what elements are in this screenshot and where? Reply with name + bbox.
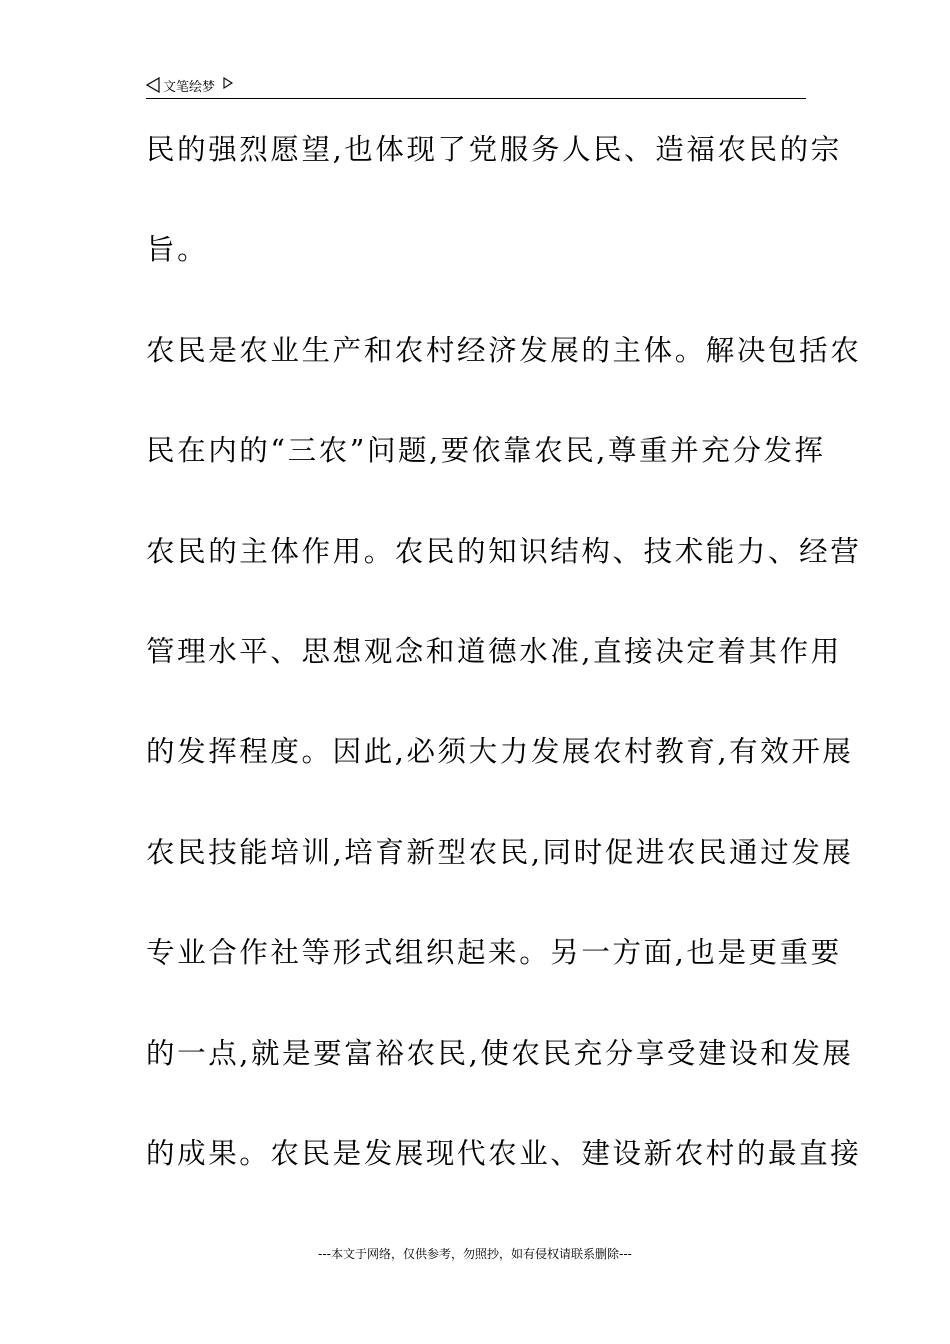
text-line: 管理水平、思想观念和道德水准,直接决定着其作用 bbox=[146, 634, 842, 668]
triangle-right-icon bbox=[223, 77, 233, 89]
page-header bbox=[146, 74, 806, 99]
text-line: 旨。 bbox=[146, 233, 209, 267]
text-line: 的发挥程度。因此,必须大力发展农村教育,有效开展 bbox=[146, 735, 854, 769]
footer-disclaimer: ---本文于网络，仅供参考，勿照抄，如有侵权请联系删除--- bbox=[318, 1247, 632, 1261]
text-line: 的成果。农民是发展现代农业、建设新农村的最直接 bbox=[146, 1136, 862, 1170]
text-line: 民在内的“三农”问题,要依靠农民,尊重并充分发挥 bbox=[146, 434, 826, 468]
text-line: 专业合作社等形式组织起来。另一方面,也是更重要 bbox=[146, 936, 842, 970]
text-line: 农民技能培训,培育新型农民,同时促进农民通过发展 bbox=[146, 835, 854, 869]
triangle-left-icon bbox=[146, 77, 160, 93]
header-title: 文笔绘梦 bbox=[163, 79, 216, 95]
text-line: 的一点,就是要富裕农民,使农民充分享受建设和发展 bbox=[146, 1036, 854, 1070]
text-line: 农民是农业生产和农村经济发展的主体。解决包括农 bbox=[146, 333, 862, 367]
text-line: 民的强烈愿望,也体现了党服务人民、造福农民的宗 bbox=[146, 133, 842, 166]
document-body bbox=[146, 125, 862, 1229]
text-line: 农民的主体作用。农民的知识结构、技术能力、经营 bbox=[146, 534, 862, 568]
